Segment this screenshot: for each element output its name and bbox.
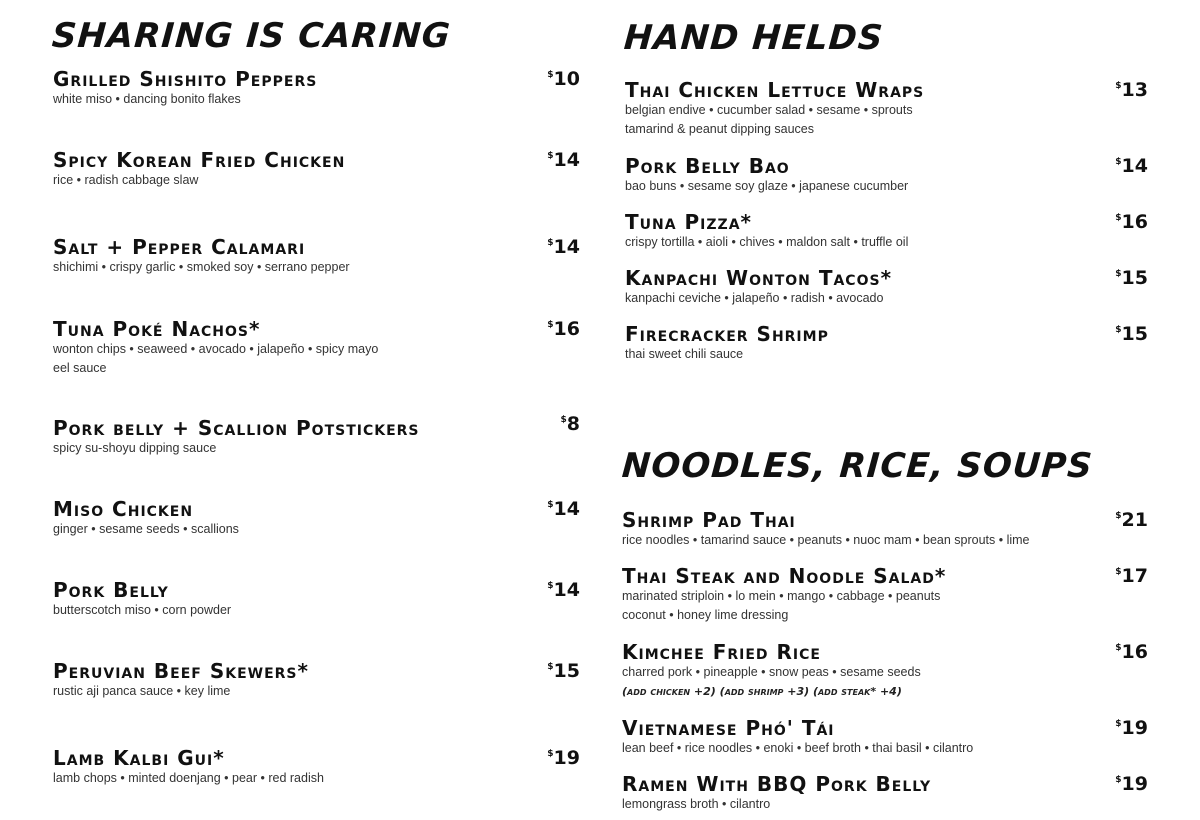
- currency-symbol: $: [1115, 213, 1122, 223]
- menu-item: [622, 717, 973, 758]
- currency-symbol: $: [1115, 269, 1122, 279]
- item-name: Shrimp Pad Thai: [622, 508, 796, 532]
- menu-item: [53, 149, 345, 190]
- item-price: [1115, 717, 1148, 739]
- item-addons: (add chicken +2) (add shrimp +3) (add steak* +4): [622, 685, 902, 698]
- item-description: eel sauce: [53, 361, 107, 375]
- item-description: coconut • honey lime dressing: [622, 608, 789, 622]
- menu-item: [53, 236, 350, 277]
- item-description: tamarind & peanut dipping sauces: [625, 122, 815, 136]
- item-name: Peruvian Beef Skewers*: [53, 659, 309, 683]
- price-value: 16: [553, 318, 580, 340]
- item-name: Thai Chicken Lettuce Wraps: [625, 78, 925, 102]
- price-value: 13: [1121, 79, 1148, 101]
- item-description: rustic aji panca sauce • key lime: [53, 684, 231, 698]
- menu-item: [625, 155, 908, 196]
- item-description: charred pork • pineapple • snow peas • sesame seeds: [622, 665, 921, 679]
- item-name: Kimchee Fried Rice: [622, 640, 821, 664]
- item-price: [1115, 211, 1148, 233]
- menu-item: [622, 641, 921, 701]
- price-value: 15: [553, 660, 580, 682]
- item-name: Vietnamese Phó' Tái: [622, 716, 835, 740]
- item-price: [547, 318, 580, 340]
- item-description: belgian endive • cucumber salad • sesame • sprouts: [625, 103, 913, 117]
- price-value: 14: [553, 149, 580, 171]
- currency-symbol: $: [547, 320, 554, 330]
- menu-item: [53, 68, 317, 109]
- item-description: lemongrass broth • cilantro: [622, 797, 771, 811]
- price-value: 10: [553, 68, 580, 90]
- item-name: Miso Chicken: [53, 497, 194, 521]
- price-value: 8: [566, 413, 580, 435]
- currency-symbol: $: [1115, 719, 1122, 729]
- item-description: thai sweet chili sauce: [625, 347, 744, 361]
- item-description: crispy tortilla • aioli • chives • maldon salt • truffle oil: [625, 235, 909, 249]
- menu-item: [53, 417, 420, 458]
- price-value: 21: [1121, 509, 1148, 531]
- price-value: 15: [1121, 323, 1148, 345]
- item-description: bao buns • sesame soy glaze • japanese cucumber: [625, 179, 909, 193]
- price-value: 16: [1121, 641, 1148, 663]
- item-name: Thai Steak and Noodle Salad*: [622, 564, 947, 588]
- currency-symbol: $: [547, 151, 554, 161]
- item-description: marinated striploin • lo mein • mango • cabbage • peanuts: [622, 589, 941, 603]
- item-price: [1115, 509, 1148, 531]
- item-price: [547, 747, 580, 769]
- item-price: [547, 579, 580, 601]
- section-heading: HAND HELDS: [622, 18, 885, 58]
- menu-item: [625, 323, 829, 364]
- item-price: [1115, 267, 1148, 289]
- item-description: rice • radish cabbage slaw: [53, 173, 199, 187]
- menu-item: [53, 747, 324, 788]
- item-name: Ramen With BBQ Pork Belly: [622, 772, 932, 796]
- price-value: 19: [553, 747, 580, 769]
- item-price: [1115, 641, 1148, 663]
- item-name: Tuna Poké Nachos*: [53, 317, 261, 341]
- price-value: 14: [553, 236, 580, 258]
- price-value: 14: [1121, 155, 1148, 177]
- currency-symbol: $: [1115, 511, 1122, 521]
- item-name: Tuna Pizza*: [625, 210, 752, 234]
- item-name: Grilled Shishito Peppers: [53, 67, 318, 91]
- price-value: 19: [1121, 717, 1148, 739]
- menu-item: [625, 211, 908, 252]
- currency-symbol: $: [1115, 157, 1122, 167]
- currency-symbol: $: [1115, 643, 1122, 653]
- menu-item: [625, 267, 892, 308]
- currency-symbol: $: [1115, 325, 1122, 335]
- currency-symbol: $: [1115, 567, 1122, 577]
- currency-symbol: $: [1115, 81, 1122, 91]
- price-value: 16: [1121, 211, 1148, 233]
- menu-item: [53, 318, 378, 378]
- item-name: Lamb Kalbi Gui*: [53, 746, 225, 770]
- currency-symbol: $: [547, 581, 554, 591]
- menu-item: [53, 579, 231, 620]
- item-description: wonton chips • seaweed • avocado • jalapeño • spicy mayo: [53, 342, 379, 356]
- currency-symbol: $: [547, 749, 554, 759]
- item-description: spicy su-shoyu dipping sauce: [53, 441, 217, 455]
- menu-item: [622, 773, 931, 814]
- menu-item: [622, 565, 946, 625]
- price-value: 19: [1121, 773, 1148, 795]
- item-name: Pork belly + Scallion Potstickers: [53, 416, 420, 440]
- section-heading: NOODLES, RICE, SOUPS: [620, 446, 1095, 486]
- item-name: Salt + Pepper Calamari: [53, 235, 306, 259]
- item-name: Pork Belly: [53, 578, 169, 602]
- menu-item: [625, 79, 924, 139]
- price-value: 14: [553, 579, 580, 601]
- item-name: Spicy Korean Fried Chicken: [53, 148, 346, 172]
- item-description: ginger • sesame seeds • scallions: [53, 522, 239, 536]
- item-price: [547, 149, 580, 171]
- item-price: [1115, 773, 1148, 795]
- menu-item: [622, 509, 1030, 550]
- item-price: [547, 68, 580, 90]
- item-description: butterscotch miso • corn powder: [53, 603, 232, 617]
- item-description: shichimi • crispy garlic • smoked soy • serrano pepper: [53, 260, 350, 274]
- item-description: lamb chops • minted doenjang • pear • red radish: [53, 771, 324, 785]
- item-price: [1115, 155, 1148, 177]
- currency-symbol: $: [1115, 775, 1122, 785]
- item-name: Kanpachi Wonton Tacos*: [625, 266, 893, 290]
- item-price: [547, 498, 580, 520]
- item-price: [561, 413, 581, 435]
- price-value: 15: [1121, 267, 1148, 289]
- item-name: Pork Belly Bao: [625, 154, 790, 178]
- item-name: Firecracker Shrimp: [625, 322, 829, 346]
- section-heading: SHARING IS CARING: [50, 16, 453, 56]
- item-description: rice noodles • tamarind sauce • peanuts • nuoc mam • bean sprouts • lime: [622, 533, 1030, 547]
- item-price: [1115, 565, 1148, 587]
- currency-symbol: $: [547, 500, 554, 510]
- menu-item: [53, 660, 309, 701]
- currency-symbol: $: [547, 238, 554, 248]
- item-price: [1115, 323, 1148, 345]
- price-value: 17: [1121, 565, 1148, 587]
- price-value: 14: [553, 498, 580, 520]
- item-description: kanpachi ceviche • jalapeño • radish • avocado: [625, 291, 884, 305]
- item-price: [1115, 79, 1148, 101]
- currency-symbol: $: [547, 662, 554, 672]
- currency-symbol: $: [547, 70, 554, 80]
- item-description: lean beef • rice noodles • enoki • beef broth • thai basil • cilantro: [622, 741, 974, 755]
- item-description: white miso • dancing bonito flakes: [53, 92, 241, 106]
- currency-symbol: $: [560, 415, 567, 425]
- menu-item: [53, 498, 239, 539]
- item-price: [547, 660, 580, 682]
- item-price: [547, 236, 580, 258]
